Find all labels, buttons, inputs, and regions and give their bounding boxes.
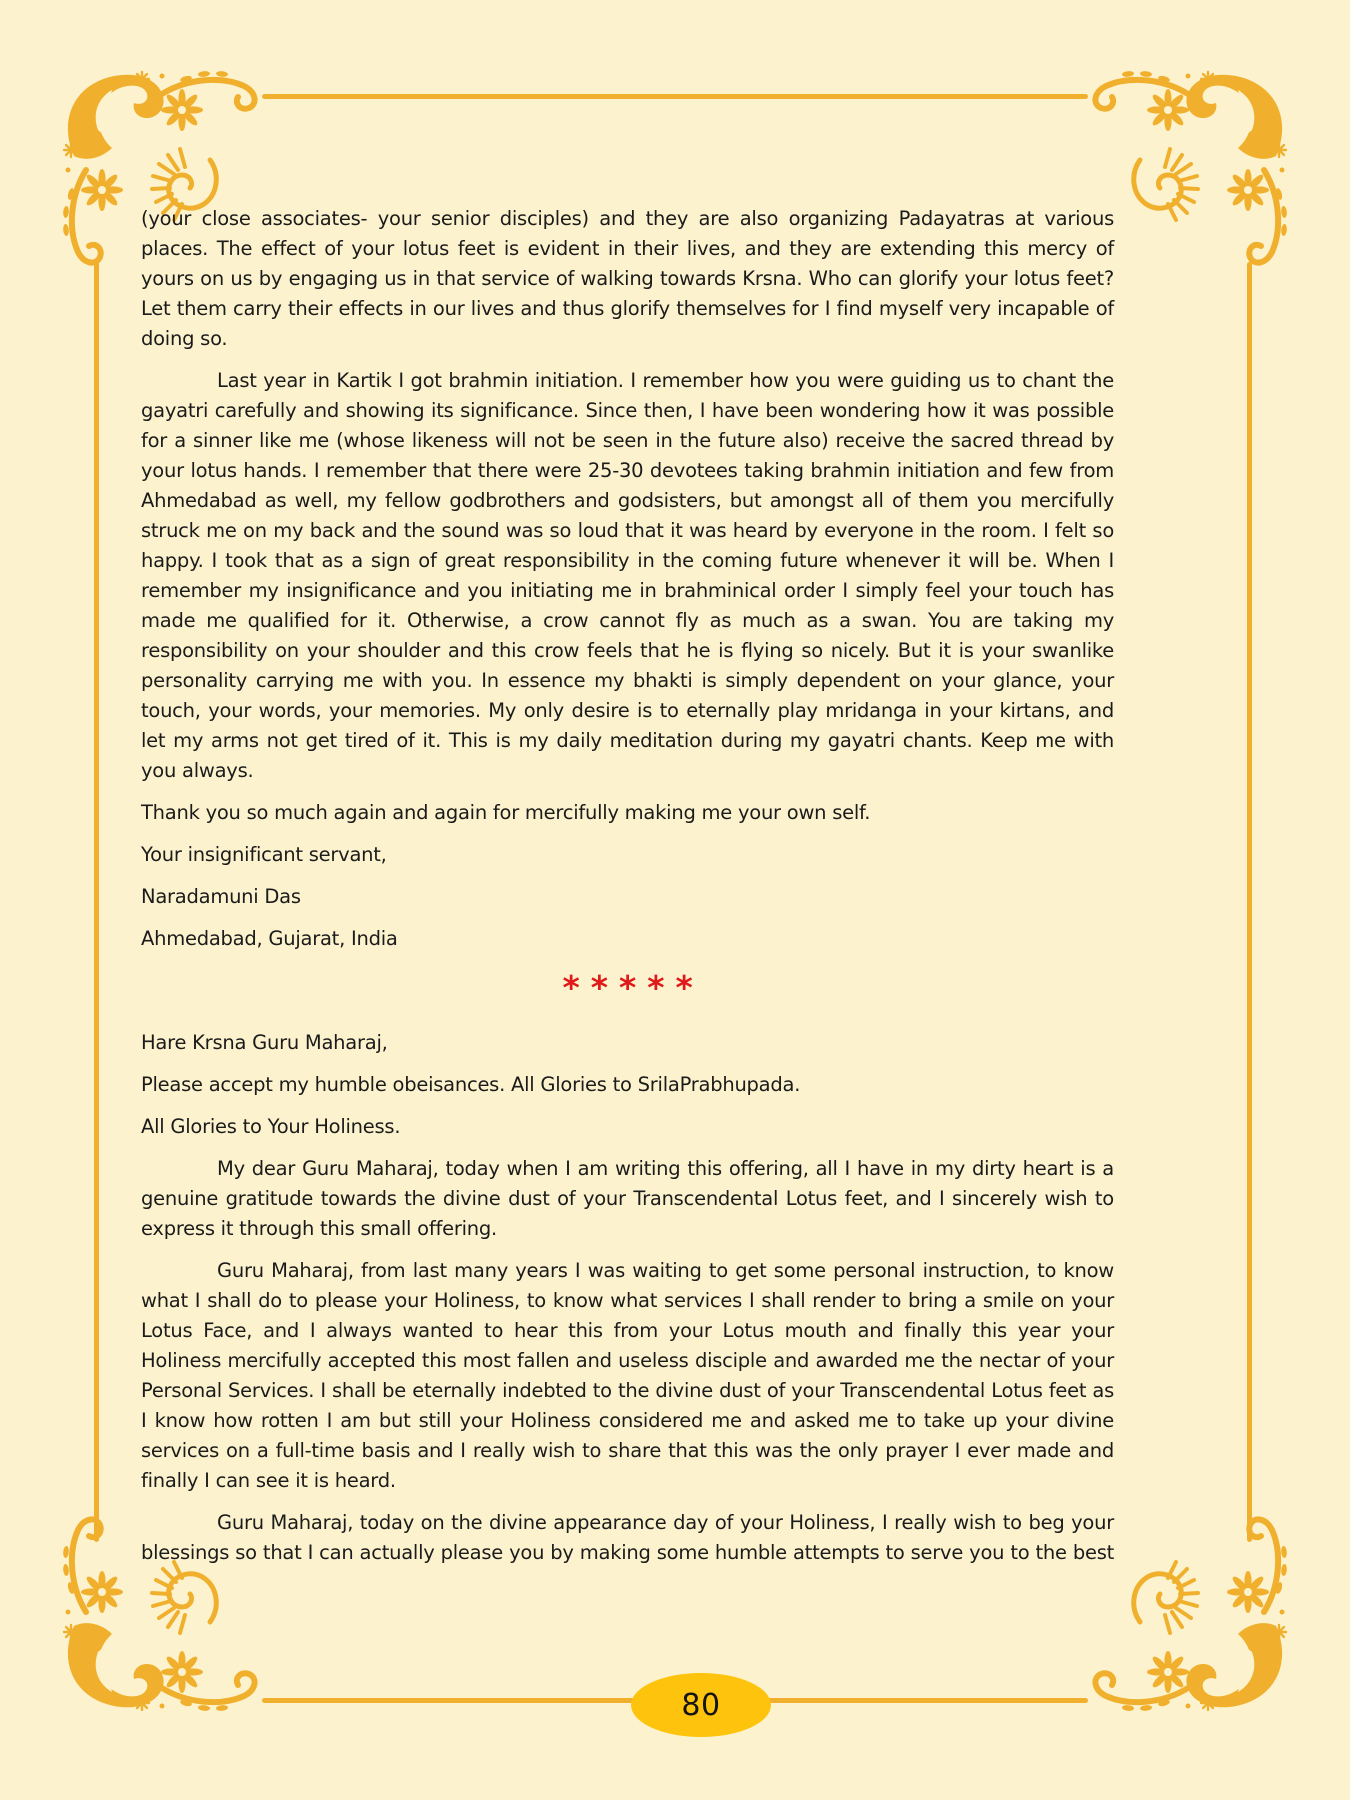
letter-paragraph: My dear Guru Maharaj, today when I am writing this offering, all I have in my dirty heart is a genuine gratitude towards the divine dust of your Transcendental Lotus feet, and I sincerely wish to express it through this small offering.: [141, 1157, 1114, 1240]
letter-obeisances-line: Please accept my humble obeisances. All Glories to SrilaPrabhupada.: [141, 1073, 801, 1096]
letter-salutation: Hare Krsna Guru Maharaj,: [141, 1031, 388, 1054]
letter-paragraph: (your close associates- your senior disciples) and they are also organizing Padayatras at various places. The effect of your lotus feet is evident in their lives, and they are extending this mercy of yours on us by engaging us in that service of walking towards Krsna. Who can glorify your lotus feet? Let them carry their effects in our lives and thus glorify themselves for I find myself very incapable of doing so.: [141, 207, 1114, 350]
signature-location: Ahmedabad, Gujarat, India: [141, 927, 398, 950]
page-number: 80: [681, 1687, 721, 1723]
letter-paragraph: Guru Maharaj, from last many years I was waiting to get some personal instruction, to know what I shall do to please your Holiness, to know what services I shall render to bring a smile on your Lotus Face, and I always wanted to hear this from your Lotus mouth and finally this year your Holiness mercifully accepted this most fallen and useless disciple and awarded me the nectar of your Personal Services. I shall be eternally indebted to the divine dust of your Transcendental Lotus feet as I know how rotten I am but still your Holiness considered me and asked me to take up your divine services on a full-time basis and I really wish to share that this was the only prayer I ever made and finally I can see it is heard.: [141, 1259, 1114, 1492]
letter-thanks-line: Thank you so much again and again for mercifully making me your own self.: [141, 801, 871, 824]
letter-text-column: [141, 204, 1114, 1580]
letter-paragraph: Guru Maharaj, today on the divine appearance day of your Holiness, I really wish to beg your blessings so that I can actually please you by making some humble attempts to serve you to the best: [141, 1511, 1114, 1564]
frame-border-top: [262, 94, 1088, 99]
signature-name: Naradamuni Das: [141, 885, 301, 908]
letter-glories-line: All Glories to Your Holiness.: [141, 1115, 401, 1138]
letter-paragraph: Last year in Kartik I got brahmin initiation. I remember how you were guiding us to chant the gayatri carefully and showing its significance. Since then, I have been wondering how it was possible for a sinner like me (whose likeness will not be seen in the future also) receive the sacred thread by your lotus hands. I remember that there were 25-30 devotees taking brahmin initiation and few from Ahmedabad as well, my fellow godbrothers and godsisters, but amongst all of them you mercifully struck me on my back and the sound was so loud that it was heard by everyone in the room. I felt so happy. I took that as a sign of great responsibility in the coming future whenever it will be. When I remember my insignificance and you initiating me in brahminical order I simply feel your touch has made me qualified for it. Otherwise, a crow cannot fly as much as a swan. You are taking my responsibility on your shoulder and this crow feels that he is flying so nicely. But it is your swanlike personality carrying me with you. In essence my bhakti is simply dependent on your glance, your touch, your words, your memories. My only desire is to eternally play mridanga in your kirtans, and let my arms not get tired of it. This is my daily meditation during my gayatri chants. Keep me with you always.: [141, 369, 1114, 782]
frame-border-left: [94, 262, 99, 1542]
asterisk-separator: * * * * *: [562, 968, 693, 1007]
letter-valediction: Your insignificant servant,: [141, 843, 387, 866]
page-number-badge: [631, 1673, 771, 1737]
frame-border-right: [1247, 262, 1252, 1542]
